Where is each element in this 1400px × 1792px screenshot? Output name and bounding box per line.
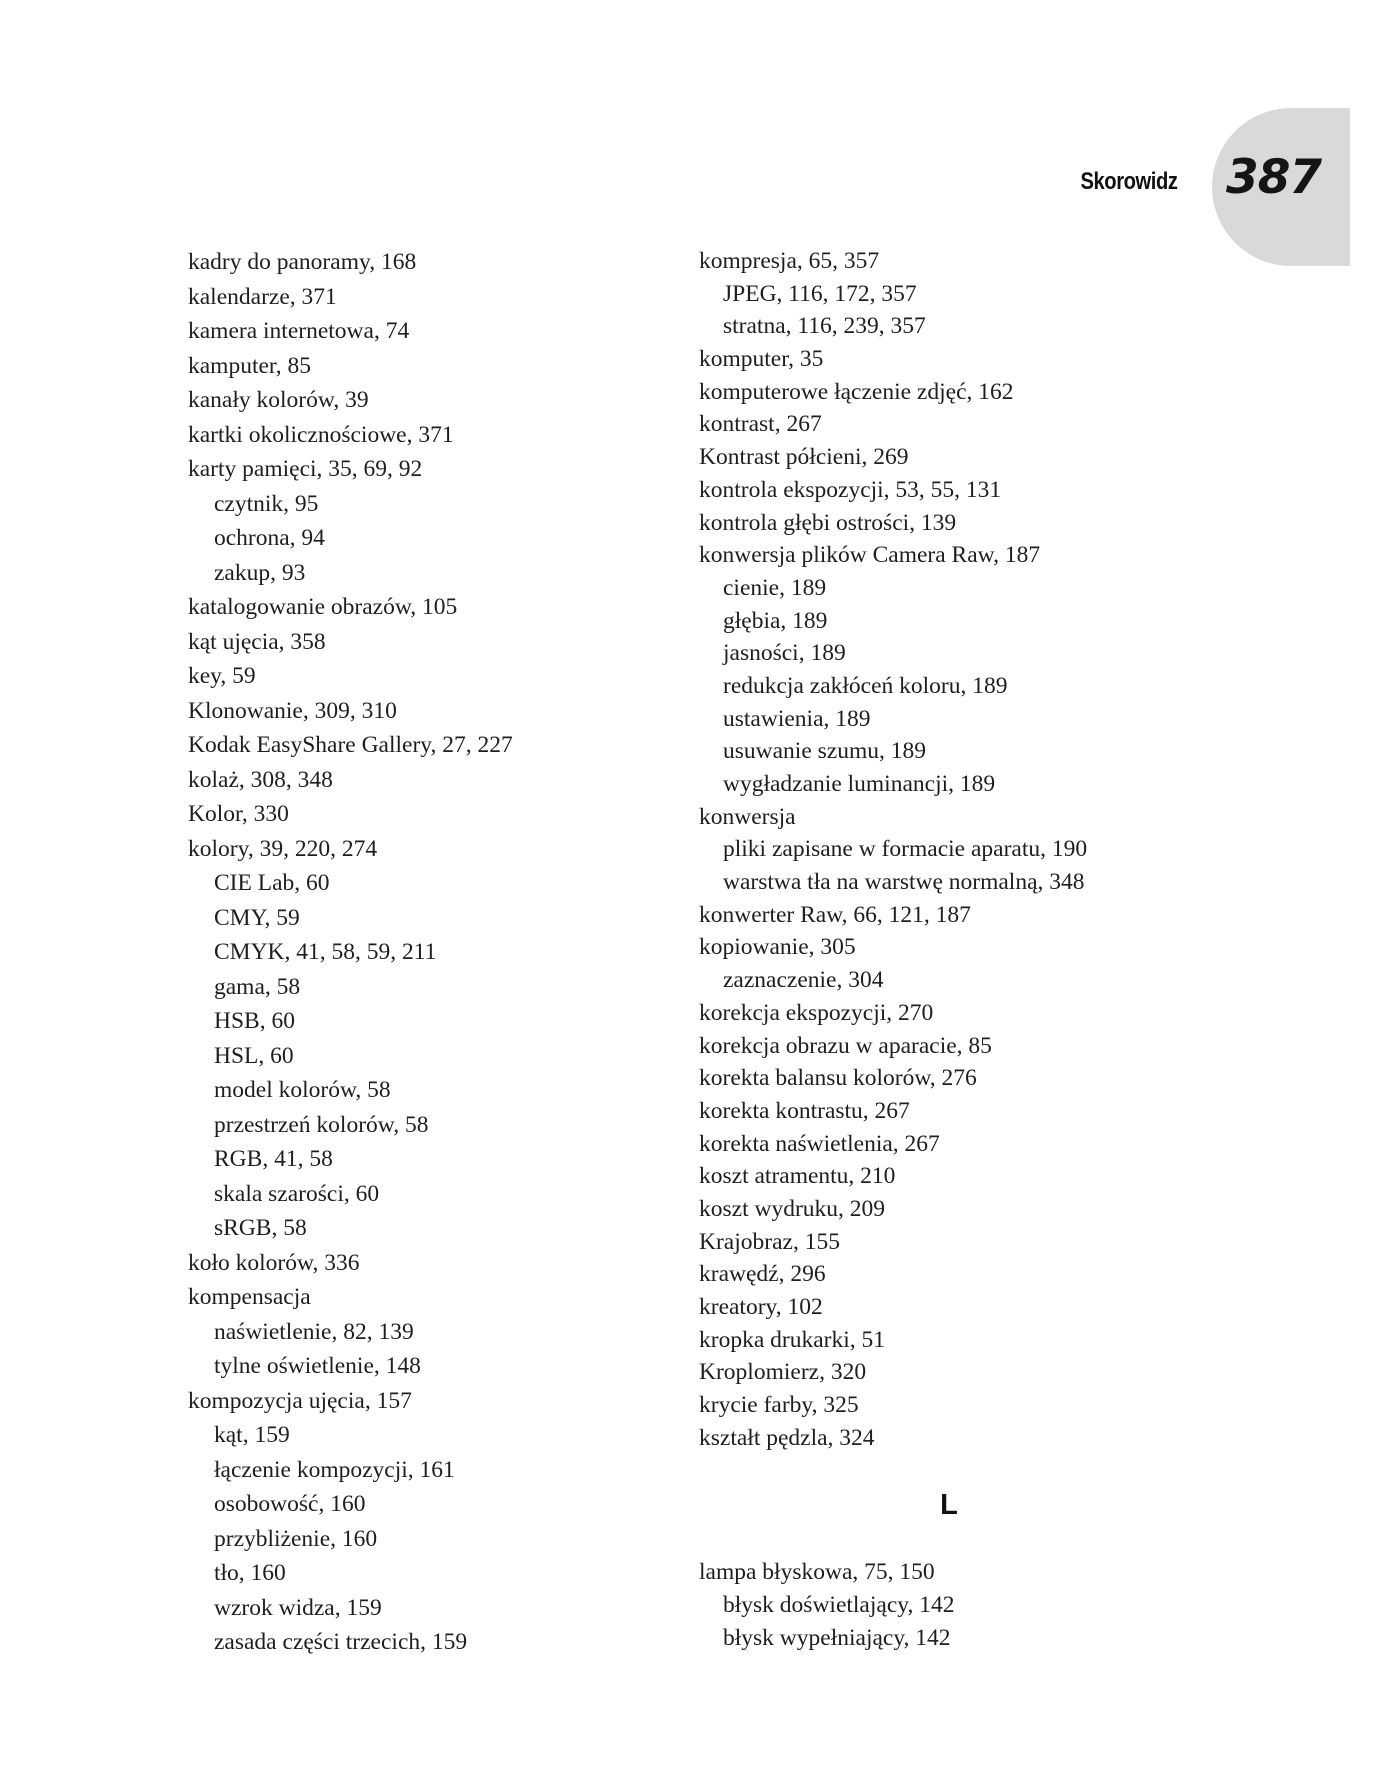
index-subentry: stratna, 116, 239, 357 (723, 313, 926, 340)
index-entry: Kodak EasyShare Gallery, 27, 227 (188, 732, 513, 758)
index-subentry: gama, 58 (214, 973, 301, 1000)
index-entry: kompozycja ujęcia, 157 (188, 1387, 412, 1414)
index-entry: kąt ujęcia, 358 (188, 628, 326, 655)
index-entry: kreatory, 102 (699, 1294, 823, 1320)
index-subentry: skala szarości, 60 (214, 1180, 380, 1207)
index-entry: koszt atramentu, 210 (699, 1163, 896, 1190)
index-entry: katalogowanie obrazów, 105 (188, 594, 458, 620)
index-entry: key, 59 (188, 663, 256, 689)
index-entry: koło kolorów, 336 (188, 1249, 360, 1276)
index-subentry: HSB, 60 (214, 1008, 295, 1034)
index-entry: korekta balansu kolorów, 276 (699, 1065, 977, 1092)
index-entry: kropka drukarki, 51 (699, 1326, 885, 1353)
index-entry: Kolor, 330 (188, 801, 289, 827)
index-column-right (699, 245, 1259, 1655)
index-subentry: redukcja zakłóceń koloru, 189 (723, 672, 1008, 699)
index-entry: kompresja, 65, 357 (699, 248, 880, 274)
index-entry: kalendarze, 371 (188, 283, 337, 310)
index-entry: korekta kontrastu, 267 (699, 1097, 910, 1124)
index-entry: koszt wydruku, 209 (699, 1195, 886, 1222)
index-subentry: osobowość, 160 (214, 1491, 366, 1517)
index-subentry: warstwa tła na warstwę normalną, 348 (723, 869, 1085, 896)
index-subentry: naświetlenie, 82, 139 (214, 1318, 414, 1345)
index-subentry: JPEG, 116, 172, 357 (723, 280, 917, 307)
index-subentry: ochrona, 94 (214, 525, 325, 551)
index-entry: korekta naświetlenia, 267 (699, 1130, 940, 1157)
index-entry: kamera internetowa, 74 (188, 318, 410, 344)
index-subentry: czytnik, 95 (214, 490, 319, 517)
index-entry: Krajobraz, 155 (699, 1228, 840, 1255)
index-entry: kontrast, 267 (699, 411, 822, 438)
index-subentry: pliki zapisane w formacie aparatu, 190 (723, 836, 1088, 863)
index-entry: Klonowanie, 309, 310 (188, 697, 397, 724)
index-entry: konwersja (699, 803, 796, 830)
index-entry: kanały kolorów, 39 (188, 387, 369, 413)
index-entry: kolory, 39, 220, 274 (188, 835, 378, 862)
index-subentry: wzrok widza, 159 (214, 1594, 382, 1621)
index-subentry: wygładzanie luminancji, 189 (723, 771, 996, 797)
index-entry: korekcja obrazu w aparacie, 85 (699, 1032, 992, 1059)
index-entry: konwerter Raw, 66, 121, 187 (699, 901, 971, 928)
index-subentry: tło, 160 (214, 1560, 286, 1586)
index-subentry: sRGB, 58 (214, 1215, 307, 1241)
index-subentry: CMYK, 41, 58, 59, 211 (214, 939, 437, 965)
index-letter-heading: L (940, 1489, 958, 1522)
index-entry: kształt pędzla, 324 (699, 1424, 875, 1451)
index-entry: kamputer, 85 (188, 352, 312, 379)
index-subentry: zakup, 93 (214, 559, 306, 586)
index-entry: Kontrast półcieni, 269 (699, 444, 909, 471)
index-subentry: CMY, 59 (214, 904, 300, 931)
index-subentry: zaznaczenie, 304 (723, 967, 884, 994)
index-subentry: głębia, 189 (723, 607, 828, 634)
index-entry: krawędź, 296 (699, 1261, 826, 1288)
running-header: Skorowidz (1080, 168, 1178, 195)
index-entry: kartki okolicznościowe, 371 (188, 421, 454, 448)
index-entry: komputer, 35 (699, 346, 824, 373)
index-entry: kontrola ekspozycji, 53, 55, 131 (699, 476, 1002, 503)
index-entry: kontrola głębi ostrości, 139 (699, 509, 957, 536)
index-subentry: HSL, 60 (214, 1042, 294, 1069)
index-subentry: zasada części trzecich, 159 (214, 1629, 468, 1655)
index-subentry: przestrzeń kolorów, 58 (214, 1111, 429, 1138)
index-subentry: błysk wypełniający, 142 (723, 1624, 951, 1651)
index-subentry: model kolorów, 58 (214, 1077, 391, 1103)
index-subentry: przybliżenie, 160 (214, 1525, 378, 1552)
index-entry: korekcja ekspozycji, 270 (699, 999, 934, 1026)
index-entry: krycie farby, 325 (699, 1392, 859, 1419)
index-entry: komputerowe łączenie zdjęć, 162 (699, 378, 1014, 405)
index-entry: kopiowanie, 305 (699, 934, 856, 961)
index-column-left (188, 245, 688, 1660)
index-entry: konwersja plików Camera Raw, 187 (699, 542, 1041, 569)
index-subentry: cienie, 189 (723, 574, 827, 601)
index-subentry: łączenie kompozycji, 161 (214, 1456, 455, 1483)
index-subentry: kąt, 159 (214, 1422, 290, 1448)
index-entry: lampa błyskowa, 75, 150 (699, 1559, 935, 1586)
index-subentry: błysk doświetlający, 142 (723, 1592, 955, 1619)
index-entry: kolaż, 308, 348 (188, 766, 333, 793)
index-subentry: RGB, 41, 58 (214, 1146, 333, 1172)
index-subentry: usuwanie szumu, 189 (723, 738, 926, 765)
index-entry: kadry do panoramy, 168 (188, 249, 417, 275)
index-subentry: tylne oświetlenie, 148 (214, 1353, 421, 1379)
index-entry: karty pamięci, 35, 69, 92 (188, 456, 423, 482)
index-entry: kompensacja (188, 1284, 311, 1310)
index-subentry: jasności, 189 (723, 640, 846, 667)
page-number: 387 (1226, 150, 1322, 205)
index-subentry: CIE Lab, 60 (214, 870, 330, 896)
index-entry: Kroplomierz, 320 (699, 1359, 867, 1386)
index-subentry: ustawienia, 189 (723, 705, 871, 732)
